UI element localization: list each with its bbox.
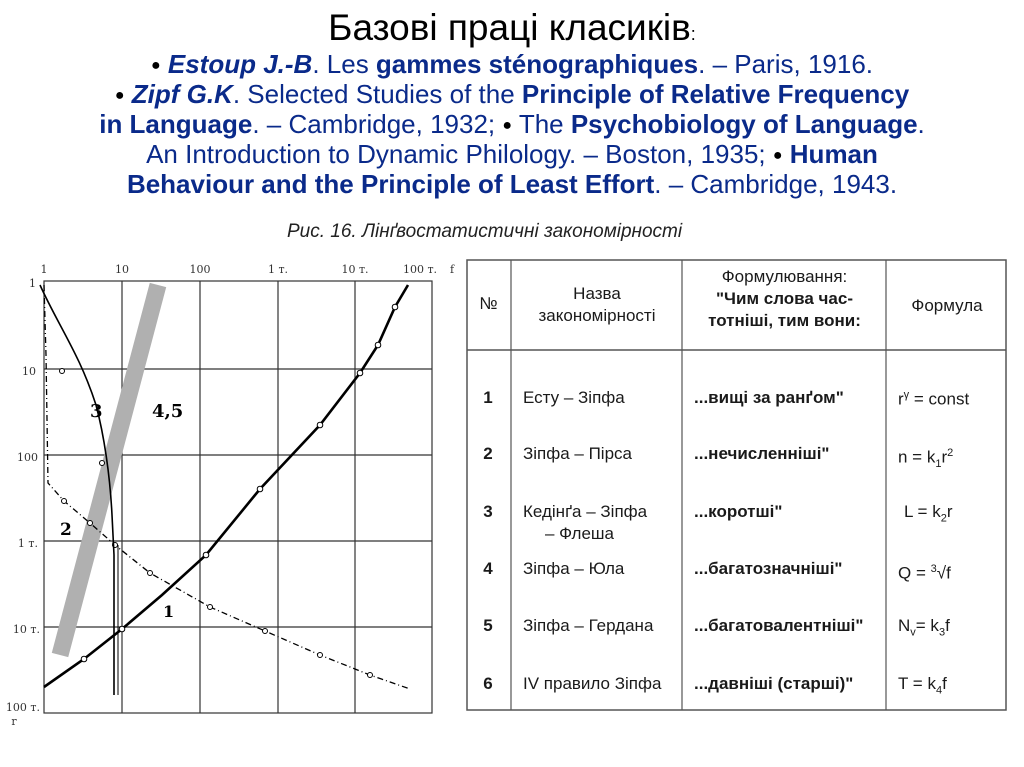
row-phrase: ...нечисленніші" bbox=[694, 444, 830, 463]
row-phrase: ...коротші" bbox=[694, 502, 783, 521]
header-formulation-line: тотніші, тим вони: bbox=[708, 311, 861, 330]
x-tick-label: 10 т. bbox=[341, 263, 369, 276]
formula-part: r bbox=[941, 447, 948, 467]
estoup-work: gammes sténographiques bbox=[375, 49, 699, 79]
curve-label-3: 3 bbox=[90, 401, 103, 422]
formula-part: Q = bbox=[898, 563, 931, 583]
estoup-text: . Les bbox=[312, 49, 376, 79]
formula-part: r bbox=[946, 502, 953, 521]
y-tick-label: 1 bbox=[29, 277, 36, 290]
row-formula bbox=[904, 501, 953, 529]
curve-label-1: 1 bbox=[163, 602, 175, 621]
row-number: 2 bbox=[483, 444, 493, 463]
reference-line-3 bbox=[6, 110, 1018, 140]
zipf-text-2: The bbox=[512, 109, 571, 139]
header-number: № bbox=[479, 294, 498, 313]
row-formula bbox=[898, 615, 950, 643]
formula-part: = const bbox=[909, 389, 970, 409]
row-name bbox=[523, 501, 647, 545]
bullet-icon: ● bbox=[150, 57, 161, 74]
formula-part: 3 bbox=[930, 563, 937, 575]
reference-line-1 bbox=[6, 50, 1018, 80]
formula-part: T = k bbox=[898, 674, 936, 693]
formula-part: 2 bbox=[947, 447, 954, 459]
curve-label-4-5: 4,5 bbox=[152, 401, 184, 422]
curve-label-2: 2 bbox=[60, 520, 72, 540]
zipf-dot: . bbox=[917, 109, 925, 139]
row-number: 1 bbox=[483, 388, 493, 407]
row-name: Зіпфа – Юла bbox=[523, 559, 625, 578]
zipf-text: . Selected Studies of the bbox=[232, 79, 522, 109]
row-formula bbox=[898, 442, 953, 475]
y-tick-label: 10 т. bbox=[12, 623, 40, 636]
x-axis-name: f bbox=[449, 263, 455, 276]
zipf-work-2: Psychobiology of Language bbox=[570, 109, 918, 139]
x-tick-label: 100 bbox=[189, 263, 211, 276]
zipf-work-3b: Behaviour and the Principle of Least Effort bbox=[126, 169, 655, 199]
zipf-work-3a: Human bbox=[789, 139, 878, 169]
row-phrase: ...давніші (старші)" bbox=[694, 674, 854, 693]
x-tick-label: 1 bbox=[40, 263, 48, 276]
row-name: Зіпфа – Пірса bbox=[523, 444, 632, 463]
zipf-work-1b: in Language bbox=[99, 109, 253, 139]
references-block bbox=[6, 50, 1018, 199]
y-tick-label: 1 т. bbox=[17, 537, 38, 550]
formula-part: 1 bbox=[935, 458, 942, 471]
formula-part: √f bbox=[936, 563, 951, 583]
slide-title bbox=[0, 8, 1024, 54]
formula-part: 3 bbox=[938, 626, 946, 639]
zipf-author: Zipf G.K bbox=[131, 79, 233, 109]
row-phrase: ...вищі за ранґом" bbox=[694, 388, 844, 407]
formula-part: f bbox=[945, 616, 950, 635]
row-name-line: Кедінґа – Зіпфа bbox=[523, 502, 648, 521]
header-name-line: Назва bbox=[573, 284, 621, 303]
y-axis-name: r bbox=[11, 715, 17, 725]
header-formulation-line: Формулювання: bbox=[721, 267, 848, 286]
formula-part: γ bbox=[903, 389, 910, 401]
curve-2-markers bbox=[62, 499, 373, 678]
y-tick-label: 100 т. bbox=[5, 701, 40, 714]
header-formulation-line: "Чим слова час- bbox=[715, 289, 853, 308]
log-log-chart bbox=[0, 255, 465, 725]
x-tick-label: 1 т. bbox=[267, 263, 289, 276]
x-tick-labels bbox=[41, 263, 455, 276]
bullet-icon: ● bbox=[114, 87, 125, 104]
estoup-author: Estoup J.-B bbox=[167, 49, 313, 79]
row-phrase: ...багатозначніші" bbox=[694, 559, 843, 578]
formula-part: n = k bbox=[898, 447, 936, 467]
row-name: Есту – Зіпфа bbox=[523, 388, 625, 407]
formula-part: L = k bbox=[904, 502, 941, 521]
row-phrase: ...багатовалентніші" bbox=[694, 616, 864, 635]
formula-part: r bbox=[898, 389, 904, 409]
row-formula bbox=[898, 384, 969, 411]
curve-1-markers bbox=[81, 304, 398, 662]
formula-part: N bbox=[898, 616, 911, 635]
reference-line-2 bbox=[6, 80, 1018, 110]
row-name-line: – Флеша bbox=[545, 524, 615, 543]
row-number: 6 bbox=[483, 674, 493, 693]
formula-part: 4 bbox=[935, 684, 943, 697]
slide-title-text: Базові праці класиків bbox=[328, 7, 691, 48]
y-tick-labels bbox=[6, 277, 40, 725]
formula-part: f bbox=[942, 674, 947, 693]
estoup-imprint: . – Paris, 1916. bbox=[698, 49, 874, 79]
row-name: Зіпфа – Гердана bbox=[523, 616, 654, 635]
figure-caption: Рис. 16. Лінґвостатистичні закономірності bbox=[287, 221, 683, 242]
row-number: 5 bbox=[483, 616, 493, 635]
x-tick-label: 100 т. bbox=[402, 263, 438, 276]
slide-title-colon: : bbox=[690, 24, 696, 44]
row-number: 4 bbox=[483, 559, 493, 578]
zipf-work-1a: Principle of Relative Frequency bbox=[521, 79, 910, 109]
regularities-table bbox=[466, 259, 1007, 711]
y-tick-label: 10 bbox=[22, 365, 36, 378]
bullet-icon: ● bbox=[502, 117, 513, 134]
y-tick-label: 100 bbox=[17, 451, 38, 464]
formula-part: 2 bbox=[940, 512, 947, 525]
reference-line-4 bbox=[6, 140, 1018, 170]
header-name bbox=[512, 283, 682, 327]
formula-part: = k bbox=[915, 616, 939, 635]
zipf-imprint-3: . – Cambridge, 1943. bbox=[654, 169, 898, 199]
row-formula bbox=[898, 558, 951, 585]
header-name-line: закономірності bbox=[538, 306, 656, 325]
zipf-imprint-1: . – Cambridge, 1932; bbox=[252, 109, 503, 139]
x-tick-label: 10 bbox=[115, 263, 129, 276]
row-name: IV правило Зіпфа bbox=[523, 674, 662, 693]
row-number: 3 bbox=[483, 502, 493, 521]
reference-line-5 bbox=[6, 170, 1018, 199]
header-formula: Формула bbox=[911, 296, 983, 315]
header-formulation bbox=[683, 266, 886, 332]
row-formula bbox=[898, 673, 947, 701]
formula-part: v bbox=[910, 626, 916, 639]
bullet-icon: ● bbox=[772, 147, 783, 164]
zipf-text-3: An Introduction to Dynamic Philology. – Boston, 1935; bbox=[146, 139, 773, 169]
